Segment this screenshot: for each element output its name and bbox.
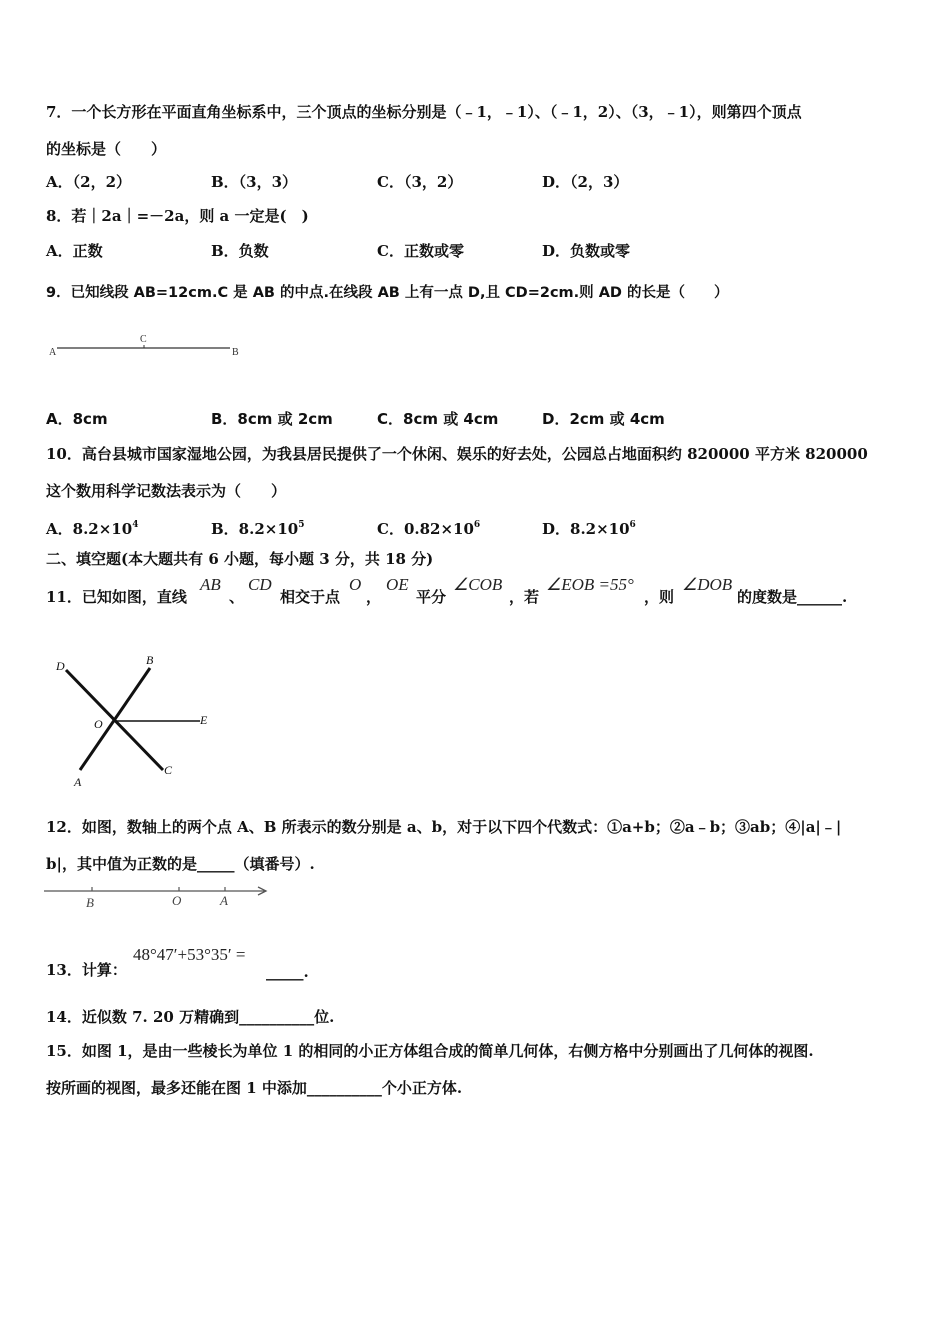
q11-angle-eob-value: ∠EOB =55°	[546, 575, 634, 594]
q12-stem-line1: 12．如图，数轴上的两个点 A、B 所表示的数分别是 a、b，对于以下四个代数式：①a+b；②a﹣b；③ab；④|a|﹣|	[46, 818, 842, 836]
q11-ray-oe: OE	[386, 575, 409, 594]
q11-text-then: ，则	[644, 588, 675, 606]
q15-stem-line1: 15．如图 1，是由一些棱长为单位 1 的相同的小正方体组合成的简单几何体，右侧方格中分别画出了几何体的视图.	[46, 1042, 814, 1060]
q9-option-c: C．8cm 或 4cm	[377, 410, 499, 428]
label-d: D	[56, 659, 65, 673]
q11-separator: 、	[229, 588, 245, 606]
q9-option-d: D．2cm 或 4cm	[542, 410, 665, 428]
section-2-heading: 二、填空题(本大题共有 6 小题，每小题 3 分，共 18 分)	[46, 550, 434, 568]
line-ba	[80, 668, 150, 770]
q11-intersecting-lines-figure	[50, 650, 220, 792]
q7-option-b: B．（3，3）	[211, 173, 298, 191]
q11-answer-blank: 的度数是______.	[737, 588, 848, 606]
label-a: A	[74, 775, 82, 789]
q11-point-o: O	[349, 575, 362, 594]
label-b: B	[86, 895, 94, 910]
q11-text-bisects: 平分	[416, 588, 447, 606]
q14-stem: 14．近似数 7. 20 万精确到__________位.	[46, 1008, 335, 1026]
label-o: O	[172, 893, 182, 908]
q13-expression: 48°47′+53°35′ =	[133, 945, 246, 964]
q10-option-c: C．$0.82\times 10^6$	[377, 520, 481, 538]
q10-option-a: A．$8.2\times 10^4$	[46, 520, 139, 538]
q12-stem-line2: b|，其中值为正数的是_____（填番号）.	[46, 855, 315, 873]
q8-option-a: A．正数	[46, 242, 103, 260]
q7-stem-line2: 的坐标是（ ）	[46, 140, 167, 158]
q11-text-if: ，若	[509, 588, 540, 606]
q11-comma-1: ，	[366, 588, 382, 606]
point-c-label: C	[140, 334, 147, 345]
q10-option-b: B．$8.2\times 10^5$	[211, 520, 305, 538]
q11-line-cd: CD	[248, 575, 272, 594]
q9-stem: 9．已知线段 AB=12cm.C 是 AB 的中点.在线段 AB 上有一点 D,且 CD=2cm.则 AD 的长是（ ）	[46, 285, 729, 301]
q7-option-a: A．（2，2）	[46, 173, 132, 191]
q9-option-a: A．8cm	[46, 410, 108, 428]
label-o: O	[94, 717, 103, 731]
q10-stem-line1: 10．高台县城市国家湿地公园，为我县居民提供了一个休闲、娱乐的好去处，公园总占地面积约 820000 平方米 820000	[46, 445, 868, 463]
q10-option-d: D．$8.2\times 10^6$	[542, 520, 636, 538]
point-a-label: A	[49, 347, 57, 358]
q8-option-b: B．负数	[211, 242, 269, 260]
q10-stem-line2: 这个数用科学记数法表示为（ ）	[46, 482, 287, 500]
q13-answer-blank: _____.	[266, 963, 309, 981]
q15-stem-line2: 按所画的视图，最多还能在图 1 中添加__________个小正方体.	[46, 1079, 463, 1097]
q12-number-line-figure	[44, 880, 274, 910]
q7-stem-line1: 7．一个长方形在平面直角坐标系中，三个顶点的坐标分别是（﹣1，﹣1）、（﹣1，2）、（3，﹣1），则第四个顶点	[46, 103, 802, 121]
q11-angle-dob: ∠DOB	[682, 575, 733, 594]
label-c: C	[164, 763, 173, 777]
q7-option-c: C．（3，2）	[377, 173, 463, 191]
q9-option-b: B．8cm 或 2cm	[211, 410, 333, 428]
label-a: A	[220, 893, 228, 908]
label-e: E	[200, 713, 208, 727]
q11-text-intersect: 相交于点	[280, 588, 341, 606]
q11-angle-cob: ∠COB	[453, 575, 503, 594]
q8-option-c: C．正数或零	[377, 242, 464, 260]
q9-segment-figure	[44, 328, 248, 362]
q8-stem: 8．若｜2a｜=－2a，则 a 一定是( )	[46, 207, 309, 225]
label-b: B	[146, 653, 154, 667]
point-b-label: B	[232, 347, 239, 358]
q13-prefix: 13．计算：	[46, 961, 127, 979]
q7-option-d: D．（2，3）	[542, 173, 629, 191]
q8-option-d: D．负数或零	[542, 242, 631, 260]
q11-prefix: 11．已知如图，直线	[46, 588, 187, 606]
q11-line-ab: AB	[200, 575, 221, 594]
